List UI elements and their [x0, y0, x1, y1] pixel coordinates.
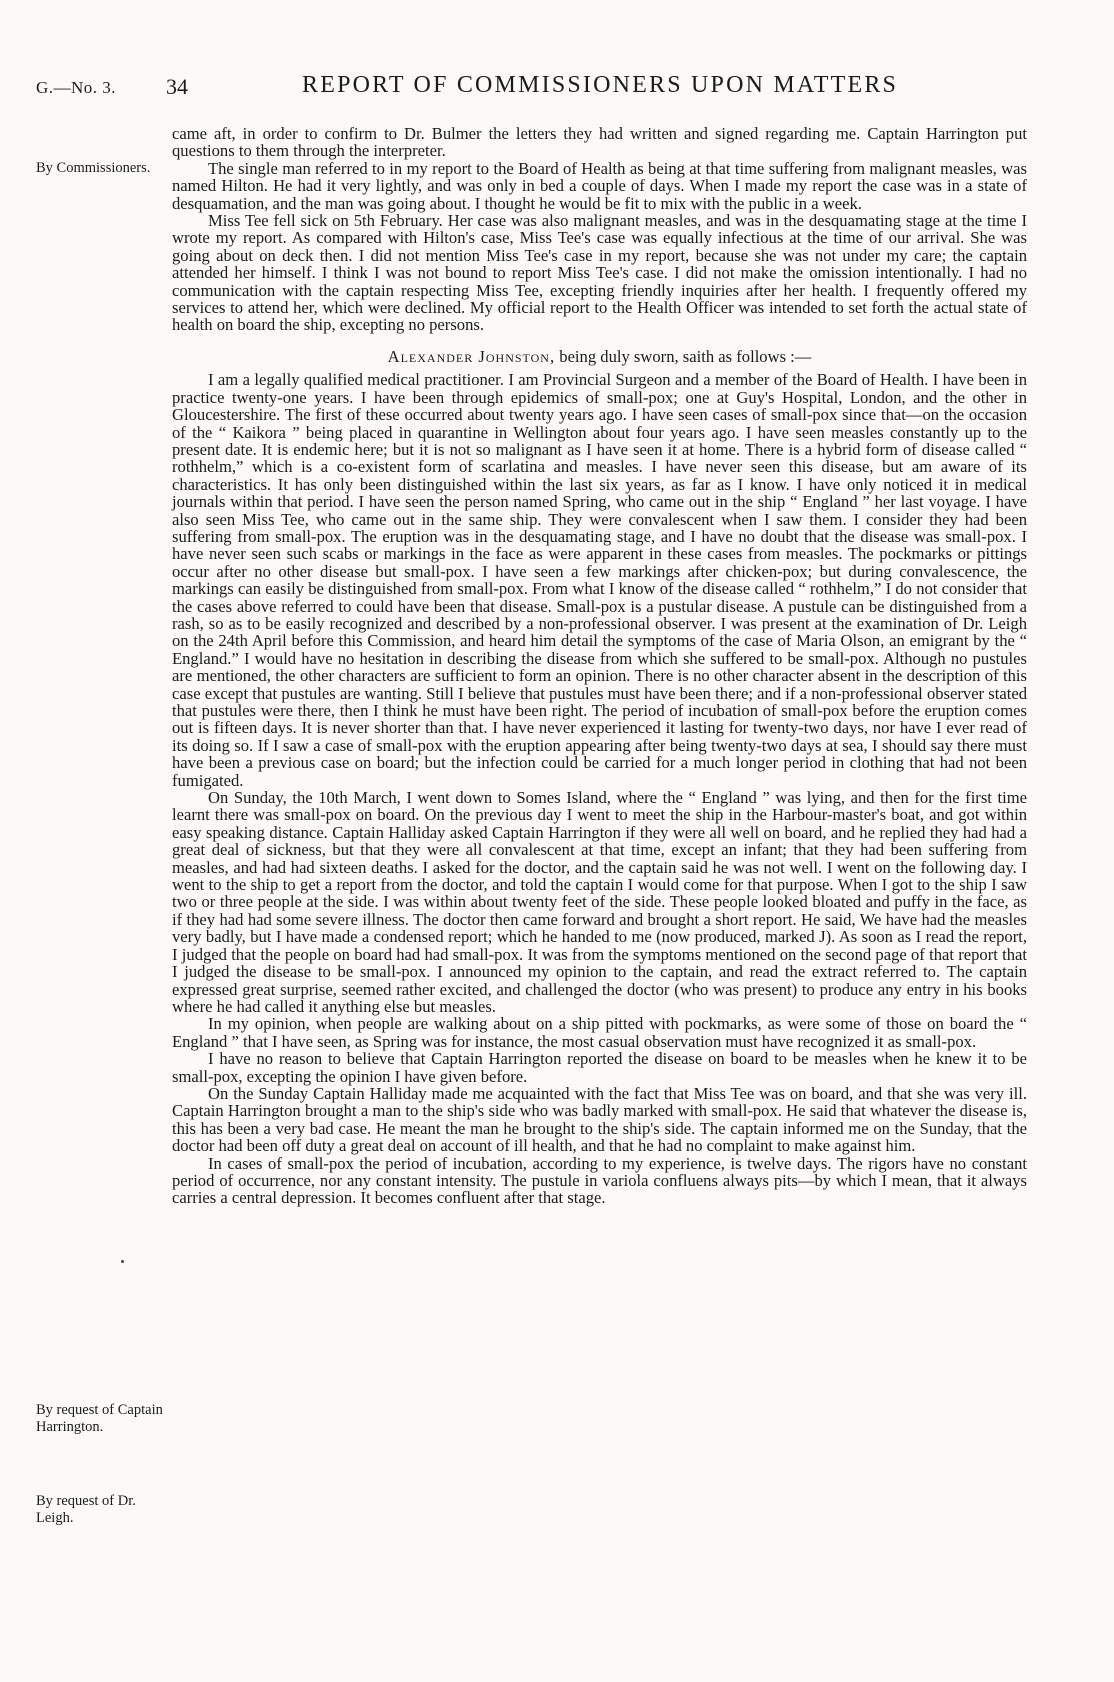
- witness-heading: [172, 348, 1027, 365]
- margin-note-by-request-harrington: By request of Captain Harrington.: [36, 1402, 163, 1435]
- stray-mark: [121, 1260, 124, 1263]
- margin-note-by-request-leigh: By request of Dr. Leigh.: [36, 1493, 136, 1526]
- document-number: G.—No. 3.: [36, 78, 117, 97]
- margin-note-by-commissioners: By Commissioners.: [36, 160, 151, 176]
- paragraph-miss-tee: Miss Tee fell sick on 5th February. Her case was also malignant measles, and was in the desquamating stage at the time I wrote my report. As compared with Hilton's case, Miss Tee's case was equally infectious at the time of our arrival. She was going about on deck then. I did not mention Miss Tee's case in my report, because she was not under my care; the captain attended her himself. I think I was not bound to report Miss Tee's case. I did not make the omission intentionally. I had no communication with the captain respecting Miss Tee, excepting friendly inquiries after her health. I frequently offered my services to attend her, which were declined. My official report to the Health Officer was intended to set forth the actual state of health on board the ship, excepting no persons.: [172, 211, 1027, 335]
- paragraph-somes-island: On Sunday, the 10th March, I went down to Somes Island, where the “ England ” was lying, and then for the first time learnt there was small-pox on board. On the previous day I went to meet the ship in the Harbour-master's boat, and got within easy speaking distance. Captain Halliday asked Captain Harrington if they were all well on board, and he replied they had had a great deal of sickness, but that they were all convalescent at that time, except an infant; that they had been suffering from measles, and had had sixteen deaths. I asked for the doctor, and the captain said he was not well. I went on the following day. I went to the ship to get a report from the doctor, and told the captain I would come for that purpose. When I got to the ship I saw two or three people at the side. I was within about twenty feet of the side. These people looked bloated and puffy in the face, as if they had had some severe illness. The doctor then came forward and brought a short report. He said, We have had the measles very badly, but I have made a condensed report; which he handed to me (now produced, marked J). As soon as I read the report, I judged that the people on board had had small-pox. It was from the symptoms mentioned on the second page of that report that I judged the disease to be small-pox. I announced my opinion to the captain, and read the extract referred to. The captain expressed great surprise, seemed rather excited, and challenged the doctor (who was present) to produce any entry in his books where he had called it anything else but measles.: [172, 788, 1027, 1016]
- paragraph-harrington: I have no reason to believe that Captain Harrington reported the disease on board to be measles when he knew it to be small-pox, excepting the opinion I have given before.: [172, 1049, 1027, 1086]
- running-title: REPORT OF COMMISSIONERS UPON MATTERS: [302, 72, 899, 98]
- page-header: [30, 70, 1030, 100]
- paragraph-continuation: came aft, in order to confirm to Dr. Bulmer the letters they had written and signed regarding me. Captain Harrington put questions to them through the interpreter.: [172, 124, 1027, 161]
- witness-oath: being duly sworn, saith as follows :—: [555, 346, 812, 366]
- paragraph-johnston-testimony: I am a legally qualified medical practitioner. I am Provincial Surgeon and a member of the Board of Health. I have been in practice twenty-one years. I have been through epidemics of small-pox; one at Guy's Hospital, London, and the other in Gloucestershire. The first of these occurred about twenty years ago. I have seen cases of small-pox since that—on the occasion of the “ Kaikora ” being placed in quarantine in Wellington about four years ago. I have seen measles constantly up to the present date. It is endemic here; but it is not so malignant as I have seen it at home. There is a hybrid form of disease called “ rothhelm,” which is a co-existent form of scarlatina and measles. I have never seen this disease, but am aware of its characteristics. It has only been distinguished within the last six years, as far as I know. I have only noticed it in medical journals within that period. I have seen the person named Spring, who came out in the ship “ England ” her last voyage. I have also seen Miss Tee, who came out in the same ship. They were convalescent when I saw them. I consider they had been suffering from small-pox. The eruption was in the desquamating stage, and I have no doubt that the disease was small-pox. I have never seen such scabs or markings in the face as were apparent in these cases from measles. The pockmarks or pittings occur after no other disease but small-pox. I have seen a few markings after chicken-pox; but during convalescence, the markings can easily be distinguished from small-pox. From what I know of the disease called “ rothhelm,” I do not consider that the cases above referred to could have been that disease. Small-pox is a pustular disease. A pustule can be distinguished from a rash, so as to be easily recognized and described by a non-professional observer. I was present at the examination of Dr. Leigh on the 24th April before this Commission, and heard him detail the symptoms of the case of Maria Olson, an emigrant by the “ England.” I would have no hesitation in describing the disease from which she suffered to be small-pox. Although no pustules are mentioned, the other characters are sufficient to form an opinion. There is no other character absent in the description of this case except that pustules are wanting. Still I believe that pustules must have been there; and if a non-professional observer stated that pustules were there, then I think he must have been right. The period of incubation of small-pox before the eruption comes out is fifteen days. It is never shorter than that. I have never experienced it lasting for twenty-two days, nor have I ever read of its doing so. If I saw a case of small-pox with the eruption appearing after being twenty-two days at sea, I should say there must have been a previous case on board; but the infection could be carried for a much longer period in clothing that had not been fumigated.: [172, 370, 1027, 790]
- paragraph-incubation: In cases of small-pox the period of incubation, according to my experience, is twelve days. The rigors have no constant period of occurrence, nor any constant intensity. The pustule in variola confluens always pits—by which I mean, that it always carries a central depression. It becomes confluent after that stage.: [172, 1153, 1027, 1208]
- witness-name: Alexander Johnston,: [387, 346, 556, 366]
- page-number: 34: [166, 74, 188, 99]
- paragraph-sunday: On the Sunday Captain Halliday made me acquainted with the fact that Miss Tee was on board, and that she was very ill. Captain Harrington brought a man to the ship's side who was badly marked with small-pox. He said that whatever the disease is, this has been a very bad case. He meant the man he brought to the ship's side. The captain informed me on the Sunday, that the doctor had been off duty a great deal on account of ill health, and that he had no complaint to make against him.: [172, 1083, 1027, 1156]
- paragraph-hilton: The single man referred to in my report to the Board of Health as being at that time suffering from malignant measles, was named Hilton. He had it very lightly, and was only in bed a couple of days. When I made my report the case was in a state of desquamation, and the man was going about. I thought he would be fit to mix with the public in a week.: [172, 158, 1027, 213]
- main-text: [172, 125, 1027, 1207]
- paragraph-opinion: In my opinion, when people are walking about on a ship pitted with pockmarks, as were some of those on board the “ England ” that I have seen, as Spring was for instance, the most casual observation must have recognized it as small-pox.: [172, 1014, 1027, 1051]
